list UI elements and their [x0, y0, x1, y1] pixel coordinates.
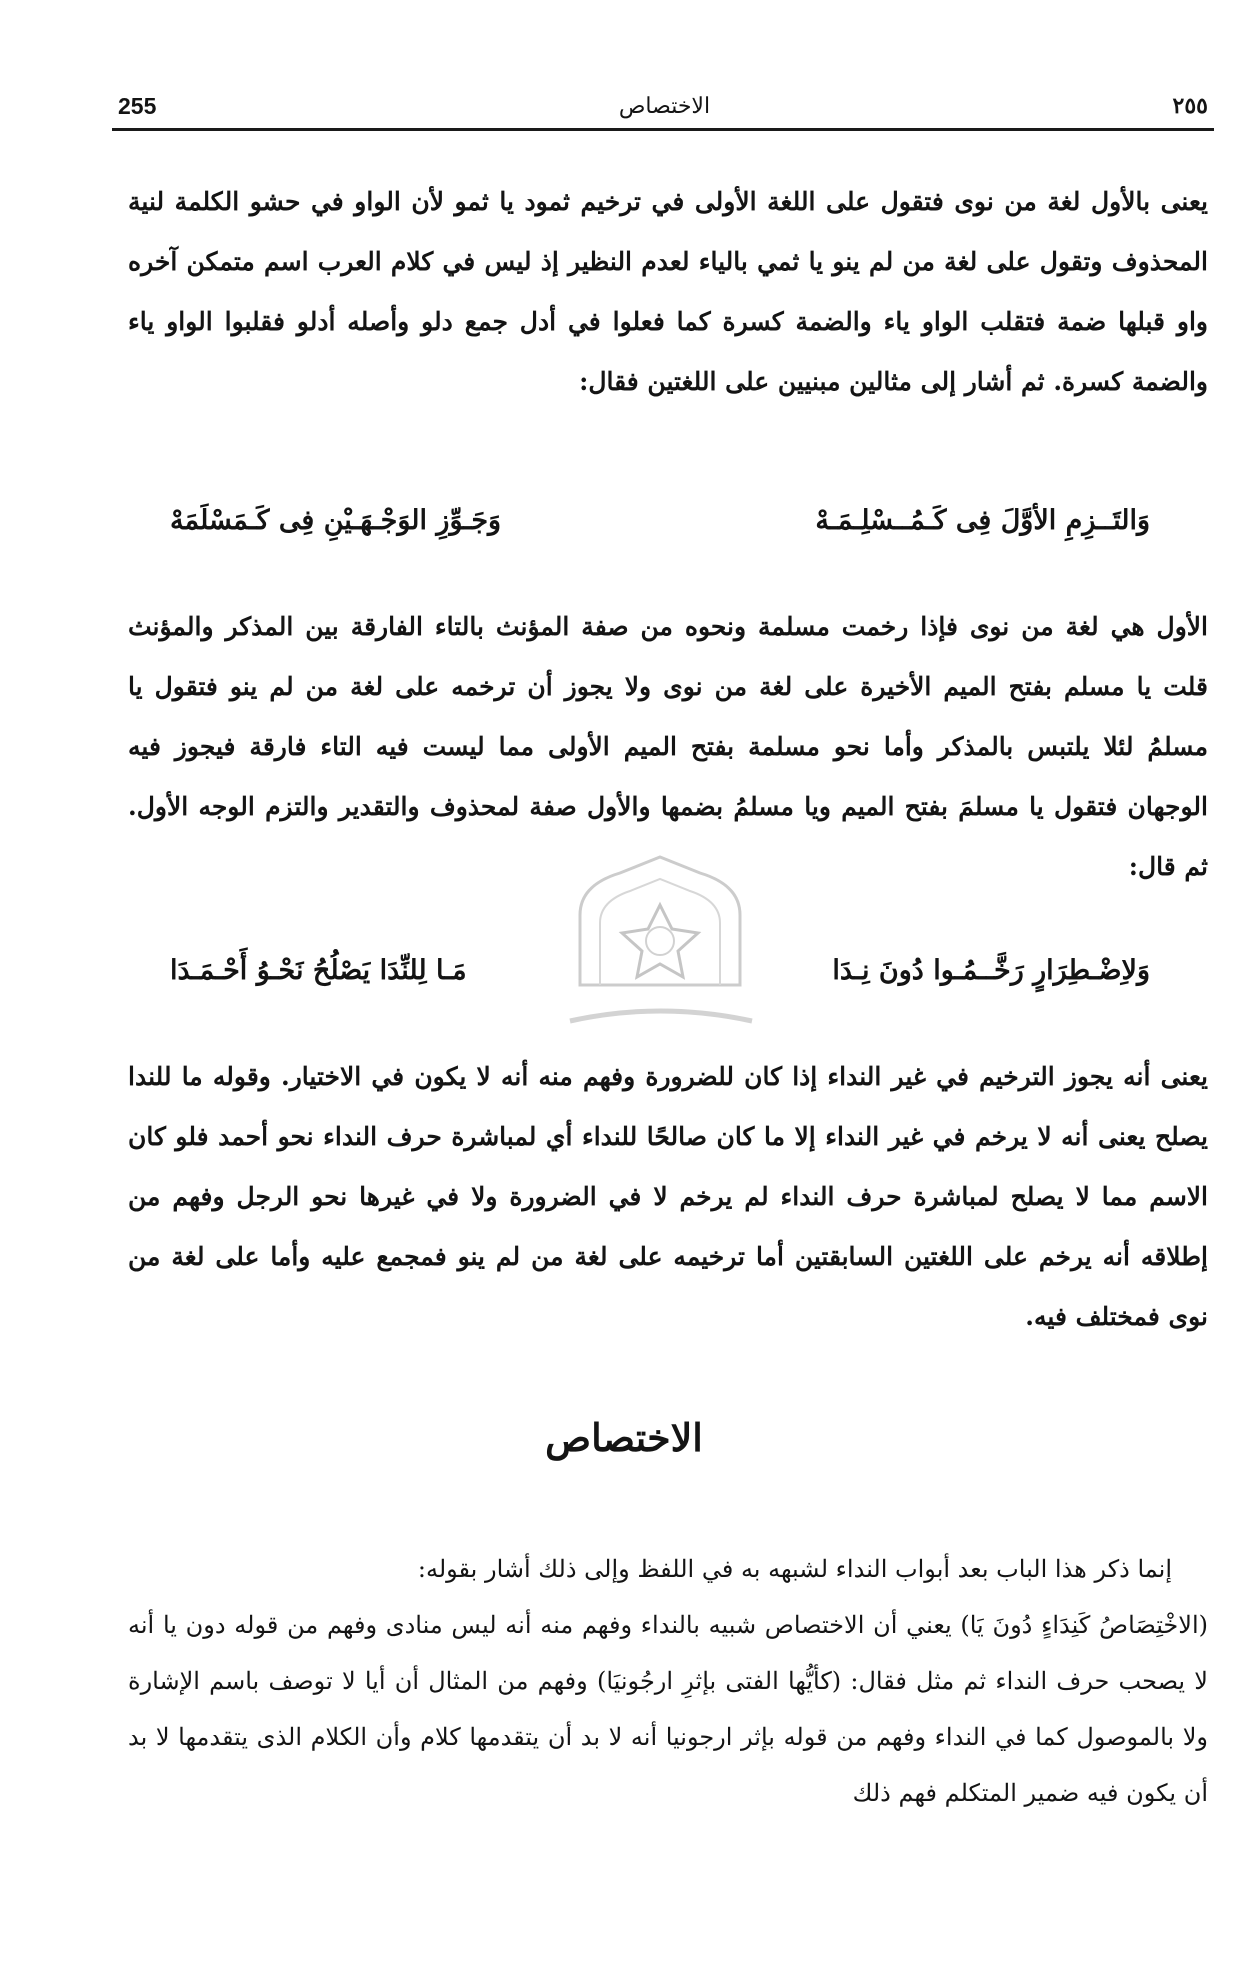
header-rule	[112, 128, 1214, 131]
paragraph-3: يعنى أنه يجوز الترخيم في غير النداء إذا كان للضرورة وفهم منه أنه لا يكون في الاختيار. وقوله ما للندا يصلح يعنى أنه لا يرخم في غير النداء إلا ما كان صالحًا للنداء أي لمباشرة حرف النداء نحو أحمد فلو كان الاسم مما لا يصلح لمباشرة حرف النداء لم يرخم لا في الضرورة ولا في غيرها نحو الرجل وفهم من إطلاقه أنه يرخم على اللغتين السابقتين أما ترخيمه على لغة من لم ينو فمجمع عليه وأما على لغة من نوى فمختلف فيه.	[128, 1062, 1208, 1331]
paragraph-4-line-1: إنما ذكر هذا الباب بعد أبواب النداء لشبهه به في اللفظ وإلى ذلك أشار بقوله:	[417, 1555, 1172, 1583]
paragraph-4	[128, 1541, 1208, 1821]
verse-2	[170, 955, 1150, 986]
running-title: الاختصاص	[618, 93, 711, 119]
paragraph-4-body: (الاخْتِصَاصُ كَنِدَاءٍ دُونَ يَا) يعني أن الاختصاص شبيه بالنداء وفهم منه أنه ليس منادى وفهم من قوله دون يا أنه لا يصحب حرف النداء ثم مثل فقال: (كأيُّها الفتى بإثرِ ارجُونيَا) وفهم من المثال أن أيا لا توصف باسم الإشارة ولا بالموصول كما في النداء وفهم من قوله بإثر ارجونيا أنه لا بد أن يتقدمها كلام وأن الكلام الذى يتقدمها لا بد أن يكون فيه ضمير المتكلم فهم ذلك	[128, 1611, 1208, 1807]
verse-1-hemistich-2: وَجَـوِّزِ الوَجْـهَـيْنِ فِى كَـمَسْلَمَهْ	[170, 505, 502, 536]
paragraph-1: يعنى بالأول لغة من نوى فتقول على اللغة الأولى في ترخيم ثمود يا ثمو لأن الواو في حشو الكلمة لنية المحذوف وتقول على لغة من لم ينو يا ثمي بالياء لعدم النظير إذ ليس في كلام العرب اسم متمكن آخره واو قبلها ضمة فتقلب الواو ياء والضمة كسرة كما فعلوا في أدل جمع دلو وأصله أدلو فقلبوا الواو ياء والضمة كسرة. ثم أشار إلى مثالين مبنيين على اللغتين فقال:	[128, 187, 1208, 396]
page-number-latin: 255	[118, 92, 157, 119]
paragraph-2: الأول هي لغة من نوى فإذا رخمت مسلمة ونحوه من صفة المؤنث بالتاء الفارقة بين المذكر والمؤنث قلت يا مسلم بفتح الميم الأخيرة على لغة من نوى ولا يجوز أن ترخمه على لغة من لم ينو فتقول يا مسلمُ لئلا يلتبس بالمذكر وأما نحو مسلمة بفتح الميم الأولى مما ليست فيه التاء فارقة فيجوز فيه الوجهان فتقول يا مسلمَ بفتح الميم ويا مسلمُ بضمها والأول صفة لمحذوف والتقدير والتزم الوجه الأول. ثم قال:	[128, 612, 1208, 881]
verse-2-hemistich-1: وَلاِضْـطِرَارٍ رَخَّــمُـوا دُونَ نِـدَا	[832, 955, 1150, 986]
verse-1	[170, 505, 1150, 536]
verse-2-hemistich-2: مَـا لِلنِّدَا يَصْلُحُ نَحْـوُ أَحْـمَـدَا	[170, 955, 467, 986]
section-heading: الاختصاص	[545, 1415, 703, 1460]
page-header	[118, 86, 1208, 126]
watermark-seal-icon	[540, 845, 780, 1045]
page-number-arabic: ٢٥٥	[1172, 93, 1208, 119]
verse-1-hemistich-1: وَالتَــزِمِ الأوَّلَ فِى كَـمُــسْلِـمَـهْ	[815, 505, 1150, 536]
